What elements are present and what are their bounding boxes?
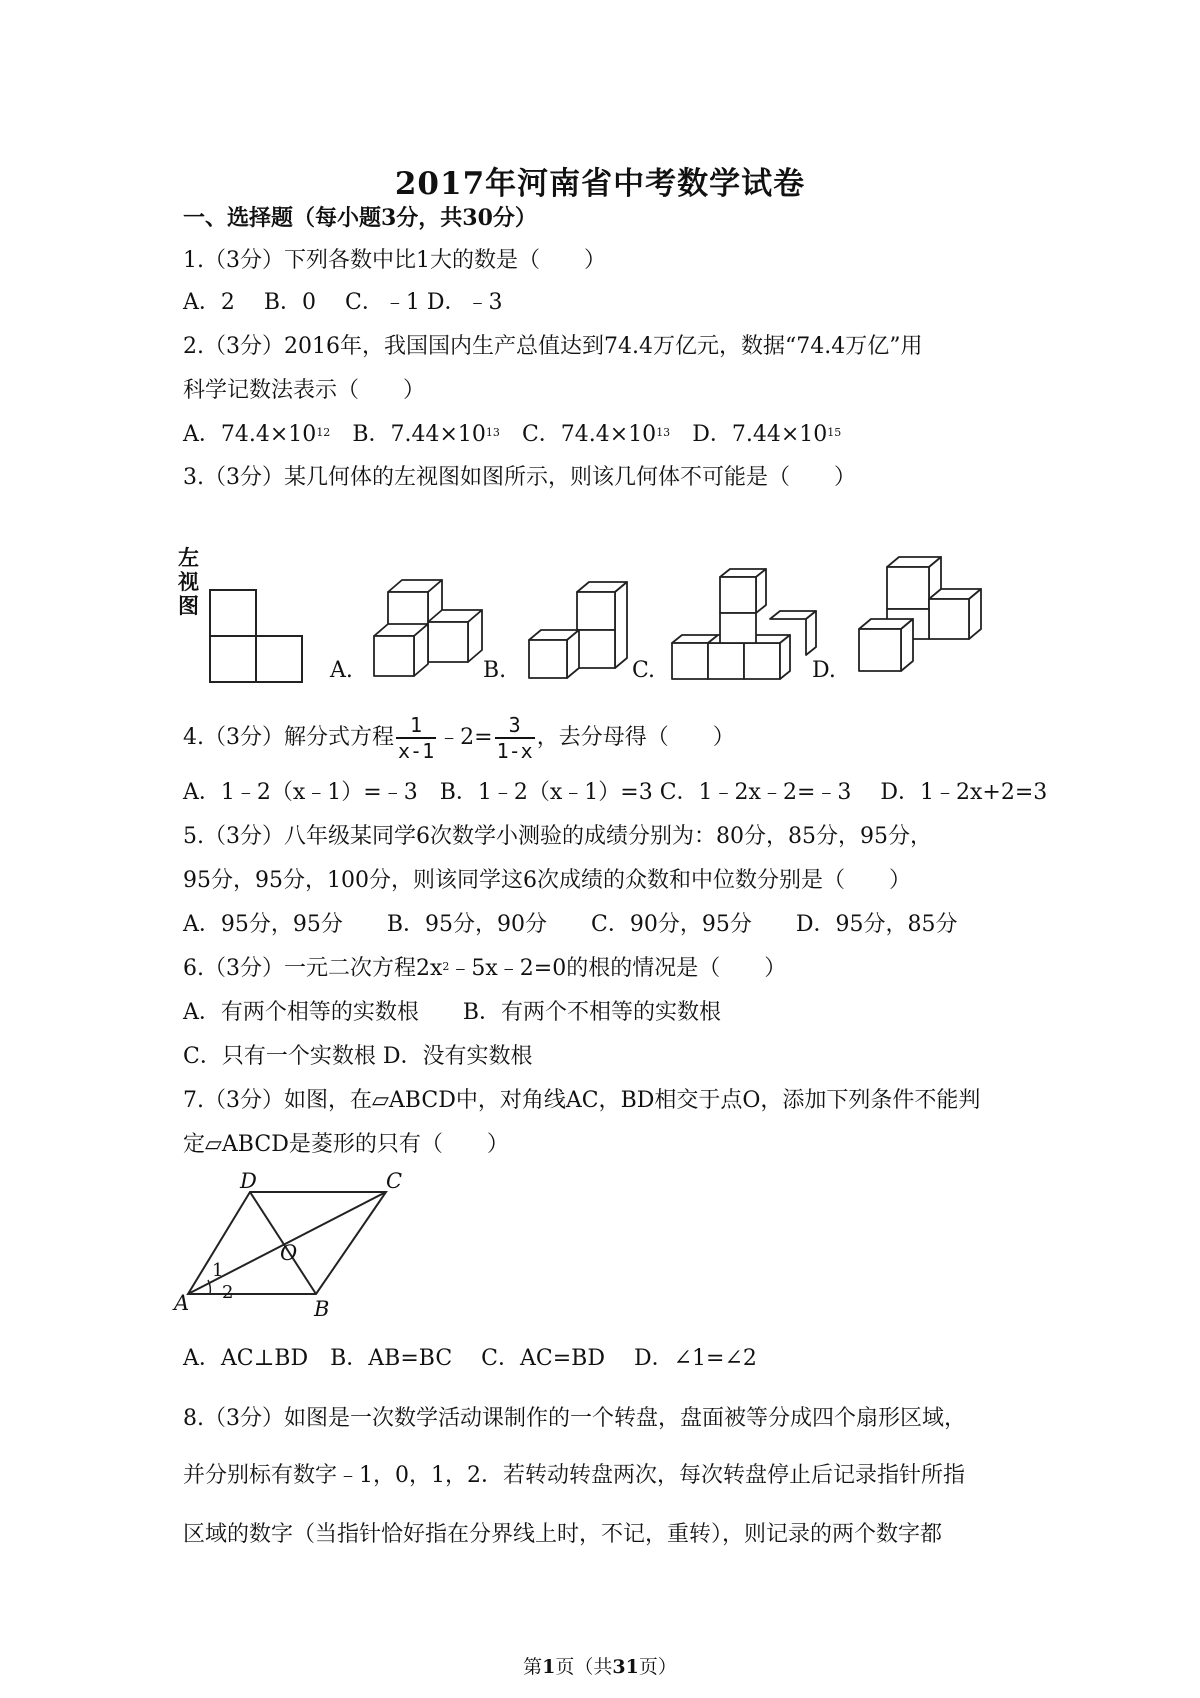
footer-total-pages: 31 <box>612 1656 639 1678</box>
question-2-options <box>183 420 841 450</box>
footer-middle: 页（共 <box>555 1656 613 1678</box>
question-6-options-line2: C．只有一个实数根 D．没有实数根 <box>183 1044 533 1069</box>
vertex-b-label: B <box>314 1297 330 1321</box>
question-6-stem-a: 6.（3分）一元二次方程2x <box>183 956 443 981</box>
option-c: C．74.4×10 <box>521 422 657 447</box>
option-d: D．7.44×10 <box>692 422 828 447</box>
question-8-stem-line1: 8.（3分）如图是一次数学活动课制作的一个转盘，盘面被等分成四个扇形区域， <box>183 1406 966 1431</box>
question-4-prefix: 4.（3分）解分式方程 <box>183 725 394 750</box>
question-7-stem-line1: 7.（3分）如图，在▱ABCD中，对角线AC，BD相交于点O，添加下列条件不能判 <box>183 1088 981 1113</box>
question-8-stem-line3: 区域的数字（当指针恰好指在分界线上时，不记，重转），则记录的两个数字都 <box>183 1522 943 1547</box>
section-heading: 一、选择题（每小题3分，共30分） <box>183 205 537 231</box>
option-d-label: D. <box>812 658 836 683</box>
question-1-options: A．2 B．0 C．﹣1 D．﹣3 <box>183 290 503 315</box>
question-6-stem-b: ﹣5x﹣2=0的根的情况是（ ） <box>449 956 787 981</box>
footer-suffix: 页） <box>638 1656 677 1678</box>
footer-prefix: 第 <box>523 1656 543 1678</box>
vertex-d-label: D <box>240 1169 257 1193</box>
fraction-1 <box>396 713 436 763</box>
left-view-label <box>178 546 208 656</box>
solid-figure-a <box>368 570 488 680</box>
solid-figure-d <box>855 555 985 685</box>
page-footer <box>0 1652 1200 1679</box>
question-5-stem-line1: 5.（3分）八年级某同学6次数学小测验的成绩分别为：80分，85分，95分， <box>183 824 932 849</box>
question-2-stem-line2: 科学记数法表示（ ） <box>183 378 426 403</box>
question-2-stem-line1: 2.（3分）2016年，我国国内生产总值达到74.4万亿元，数据“74.4万亿”用 <box>183 334 923 359</box>
fraction-1-denominator: x-1 <box>398 739 435 763</box>
option-a: A．74.4×10 <box>183 422 317 447</box>
left-view-label-char: 图 <box>178 594 199 618</box>
question-5-stem-line2: 95分，95分，100分，则该同学这6次成绩的众数和中位数分别是（ ） <box>183 868 911 893</box>
question-5-options: A．95分，95分 B．95分，90分 C．90分，95分 D．95分，85分 <box>183 912 958 937</box>
solid-figure-b <box>523 578 633 682</box>
question-4-options: A．1﹣2（x﹣1）=﹣3 B．1﹣2（x﹣1）=3 C．1﹣2x﹣2=﹣3 D．1﹣2x+2=3 <box>183 780 1048 805</box>
question-4-stem <box>183 710 735 766</box>
point-o-label: O <box>280 1241 298 1265</box>
question-6-stem <box>183 954 786 984</box>
left-view-label-char: 左 <box>178 546 199 570</box>
question-6-options-line1: A．有两个相等的实数根 B．有两个不相等的实数根 <box>183 1000 722 1025</box>
solid-figure-c <box>668 563 818 683</box>
left-view-figure <box>208 588 304 684</box>
option-c-label: C. <box>632 658 656 683</box>
page-title: 2017年河南省中考数学试卷 <box>394 166 806 202</box>
angle-2-label: 2 <box>222 1282 234 1303</box>
question-7-stem-line2: 定▱ABCD是菱形的只有（ ） <box>183 1132 509 1157</box>
option-d-exponent: 15 <box>827 426 842 439</box>
fraction-2 <box>495 713 535 763</box>
vertex-a-label: A <box>174 1291 190 1315</box>
question-8-stem-line2: 并分别标有数字﹣1，0，1，2．若转动转盘两次，每次转盘停止后记录指针所指 <box>183 1463 965 1488</box>
angle-1-label: 1 <box>212 1260 224 1281</box>
option-c-exponent: 13 <box>656 426 671 439</box>
fraction-2-numerator: 3 <box>495 713 535 739</box>
question-4-suffix: ，去分母得（ ） <box>536 725 735 750</box>
question-3-stem: 3.（3分）某几何体的左视图如图所示，则该几何体不可能是（ ） <box>183 465 856 490</box>
question-6-exponent: 2 <box>442 960 450 973</box>
fraction-1-numerator: 1 <box>396 713 436 739</box>
left-view-label-char: 视 <box>178 570 199 594</box>
option-b-label: B. <box>483 658 507 683</box>
parallelogram-figure <box>176 1170 406 1320</box>
option-a-exponent: 12 <box>316 426 331 439</box>
option-b-exponent: 13 <box>485 426 500 439</box>
question-1-stem: 1.（3分）下列各数中比1大的数是（ ） <box>183 248 606 273</box>
vertex-c-label: C <box>386 1169 403 1193</box>
option-b: B．7.44×10 <box>352 422 486 447</box>
question-7-options: A．AC⊥BD B．AB=BC C．AC=BD D．∠1=∠2 <box>183 1346 757 1371</box>
footer-page-number: 1 <box>542 1656 556 1678</box>
option-a-label: A. <box>330 658 353 683</box>
fraction-2-denominator: 1-x <box>496 739 533 763</box>
question-4-middle: ﹣2= <box>438 725 493 750</box>
